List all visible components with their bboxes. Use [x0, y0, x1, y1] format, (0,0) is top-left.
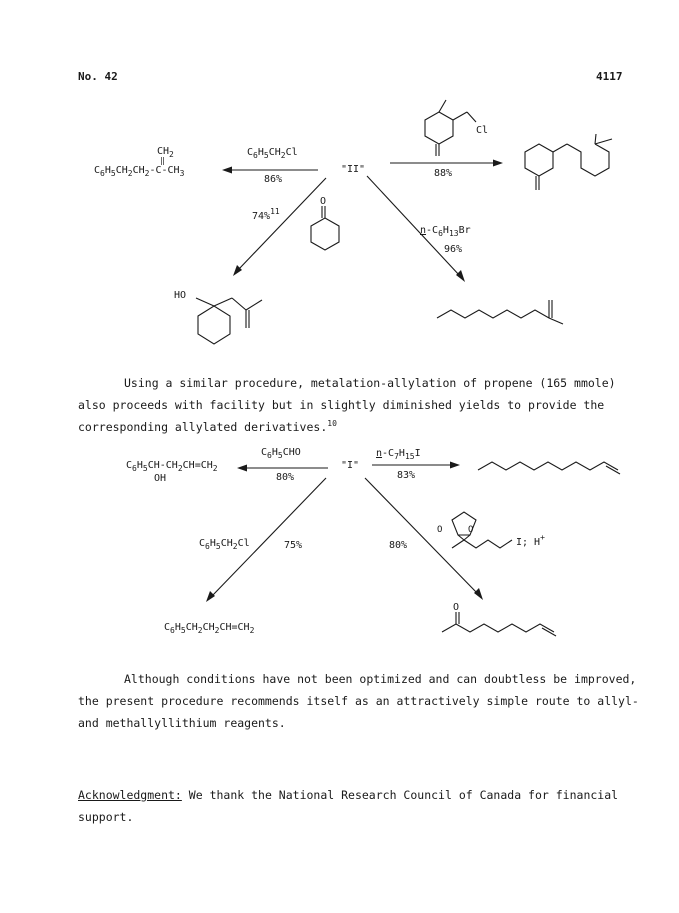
arrowhead-right-2: [450, 462, 460, 469]
arrowhead-down-right-1: [456, 270, 465, 282]
product-alkene-chain-structure: [437, 300, 563, 324]
paragraph-1-line-1: Using a similar procedure, metalation-allylation of propene (165 mmole): [124, 376, 616, 390]
cyclohexanone-structure: [311, 206, 339, 250]
arrowhead-left-1: [222, 167, 232, 174]
paragraph-2-line-2: the present procedure recommends itself as an attractively simple route to allyl-: [78, 694, 639, 708]
yield-down-right-2: 80%: [389, 540, 408, 551]
yield-down-right-1: 96%: [444, 244, 463, 255]
intermediate-II-label: "II": [341, 164, 366, 175]
intermediate-I-label: "I": [341, 460, 360, 471]
paragraph-2-line-1: Although conditions have not been optimized and can doubtless be improved,: [124, 672, 637, 686]
hydroxyl-label: HO: [174, 290, 187, 301]
product-ketone-alkene-structure: [442, 612, 556, 636]
arrow-down-left-1: [238, 178, 326, 270]
journal-number: No. 42: [78, 70, 118, 83]
acknowledgment-text: We thank the National Research Council of Canada for financial: [188, 788, 619, 802]
chloride-atom-label: Cl: [476, 125, 489, 136]
acknowledgment-line-1: [78, 784, 618, 806]
hexyl-bromide-reagent: $n-C_6H_{13}Br$: [420, 225, 471, 238]
arrowhead-down-right-2: [474, 588, 483, 600]
yield-right-1: 88%: [434, 168, 453, 179]
reagent-dioxolane-iodide-structure: [452, 512, 512, 548]
heptyl-iodide-reagent: $n-C_7H_{15}I$: [376, 448, 421, 461]
double-bond-mark: ‖: [160, 156, 165, 165]
yield-right-2: 83%: [397, 470, 416, 481]
page-number: 4117: [596, 70, 623, 83]
hydroxyl-oh-label: OH: [154, 473, 167, 484]
paragraph-1-line-3: corresponding allylated derivatives.$^{10}$: [78, 419, 337, 434]
acknowledgment-line-2: support.: [78, 810, 134, 824]
product-cyclohexanol-structure: [196, 298, 262, 344]
arrow-down-left-2: [212, 478, 326, 596]
product-nonene-chain-structure: [478, 462, 620, 474]
paragraph-1-line-2: also proceeds with facility but in slightly diminished yields to provide the: [78, 398, 605, 412]
ketone-oxygen-label: O: [320, 196, 327, 207]
arrowhead-left-2: [237, 465, 247, 472]
yield-down-left-1: 74%$^{11}$: [252, 207, 280, 222]
arrowhead-down-left-2: [206, 591, 215, 602]
arrow-down-right-2: [365, 478, 478, 594]
product-bicyclic-structure: [525, 134, 612, 190]
ketone-oxygen-label-2: O: [453, 602, 460, 613]
product-benzyl-chain: $C_6H_5CH_2CH_2-C-CH_3$: [94, 165, 185, 178]
yield-left-1: 86%: [264, 174, 283, 185]
paragraph-2-line-3: and methallyllithium reagents.: [78, 716, 286, 730]
product-methylene-top: $CH_2$: [157, 146, 174, 159]
reagent-ring-chloride-structure: [425, 100, 476, 156]
yield-down-left-2: 75%: [284, 540, 303, 551]
benzyl-chloride-reagent-2: $C_6H_5CH_2Cl$: [199, 538, 250, 551]
arrowhead-right-1: [493, 160, 503, 167]
iodide-acid-reagent: I; H+: [516, 533, 545, 548]
homoallyl-alcohol-product: $C_6H_5CH-CH_2CH=CH_2$: [126, 460, 218, 473]
acknowledgment-heading: Acknowledgment:: [78, 788, 182, 802]
allylbenzyl-product: $C_6H_5CH_2CH_2CH=CH_2$: [164, 622, 255, 635]
yield-left-2: 80%: [276, 472, 295, 483]
dioxolane-oxygen-right: O: [468, 525, 474, 535]
benzaldehyde-reagent: $C_6H_5CHO$: [261, 447, 301, 460]
dioxolane-oxygen-left: O: [437, 525, 443, 535]
benzyl-chloride-reagent: $C_6H_5CH_2Cl$: [247, 147, 298, 160]
